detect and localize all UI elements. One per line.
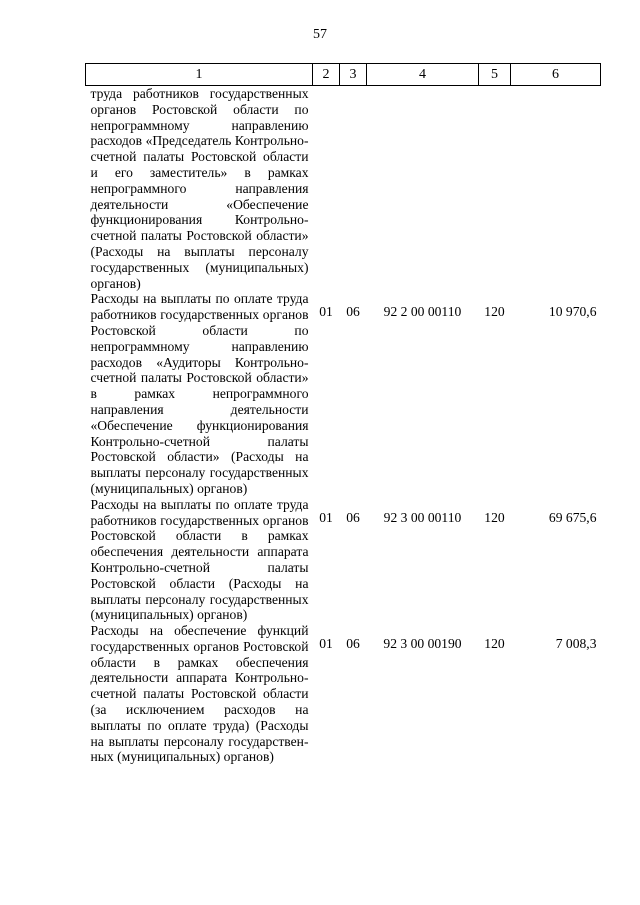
row-description: Расходы на выплаты по оплате труда работников государственных органов Ростовской области по непрограммному направлению расходов «Аудиторы Контрольно-счетной палаты Ростовской области» в рамках непрограммного направления деятельности «Обеспечение функционирования Контрольно-счетной палаты Ростовской области» (Расходы на выплаты персоналу государственных (муниципальных) органов)	[90, 291, 309, 496]
row-section: 01	[319, 636, 333, 652]
row-target-code	[367, 86, 479, 292]
row-expense-type: 120	[484, 304, 505, 320]
row-subsection: 06	[346, 636, 360, 652]
table-header-row	[86, 64, 601, 86]
table-row	[86, 291, 601, 496]
row-description: Расходы на выплаты по оплате труда работников государственных органов Ростовской области в рамках обеспечения деятельности аппарата Контрольно-счетной палаты Ростовской области (Расходы на выплаты персоналу государственных (муниципальных) органов)	[90, 496, 309, 623]
row-target-code: 92 2 00 00110	[383, 304, 462, 320]
row-amount: 69 675,6	[548, 509, 597, 525]
header-col-1: 1	[86, 64, 313, 86]
row-description: Расходы на обеспечение функций государственных органов Ростовской области в рамках обеспечения деятельности аппарата Контрольно-счетной палаты Ростовской области (за исключением расходов на выплаты по оплате труда) (Расходы на выплаты персоналу государственных (муниципальных) органов)	[90, 623, 309, 765]
budget-table	[85, 63, 601, 765]
row-subsection: 06	[346, 304, 360, 320]
row-expense-type	[479, 86, 511, 292]
row-section	[313, 86, 340, 292]
header-col-2: 2	[313, 64, 340, 86]
page-number: 57	[313, 27, 327, 42]
row-subsection	[340, 86, 367, 292]
header-col-6: 6	[511, 64, 601, 86]
row-amount: 7 008,3	[555, 636, 597, 652]
row-target-code: 92 3 00 00190	[383, 636, 462, 652]
row-subsection: 06	[346, 509, 360, 525]
table-row	[86, 86, 601, 292]
row-section: 01	[319, 509, 333, 525]
header-col-4: 4	[367, 64, 479, 86]
header-col-3: 3	[340, 64, 367, 86]
row-description: труда работников государственных органов Ростовской области по непрограммному направлению расходов «Председатель Контрольно-счетной палаты Ростовской области и его заместитель» в рамках непрограммного направления деятельности «Обеспечение функционирования Контрольно-счетной палаты Ростовской области» (Расходы на выплаты персоналу государственных (муниципальных) органов)	[90, 86, 309, 291]
row-amount: 10 970,6	[548, 304, 597, 320]
row-section: 01	[319, 304, 333, 320]
table-row	[86, 623, 601, 765]
table-row	[86, 497, 601, 623]
row-target-code: 92 3 00 00110	[383, 509, 462, 525]
row-amount	[511, 86, 601, 292]
row-expense-type: 120	[484, 509, 505, 525]
row-expense-type: 120	[484, 636, 505, 652]
header-col-5: 5	[479, 64, 511, 86]
